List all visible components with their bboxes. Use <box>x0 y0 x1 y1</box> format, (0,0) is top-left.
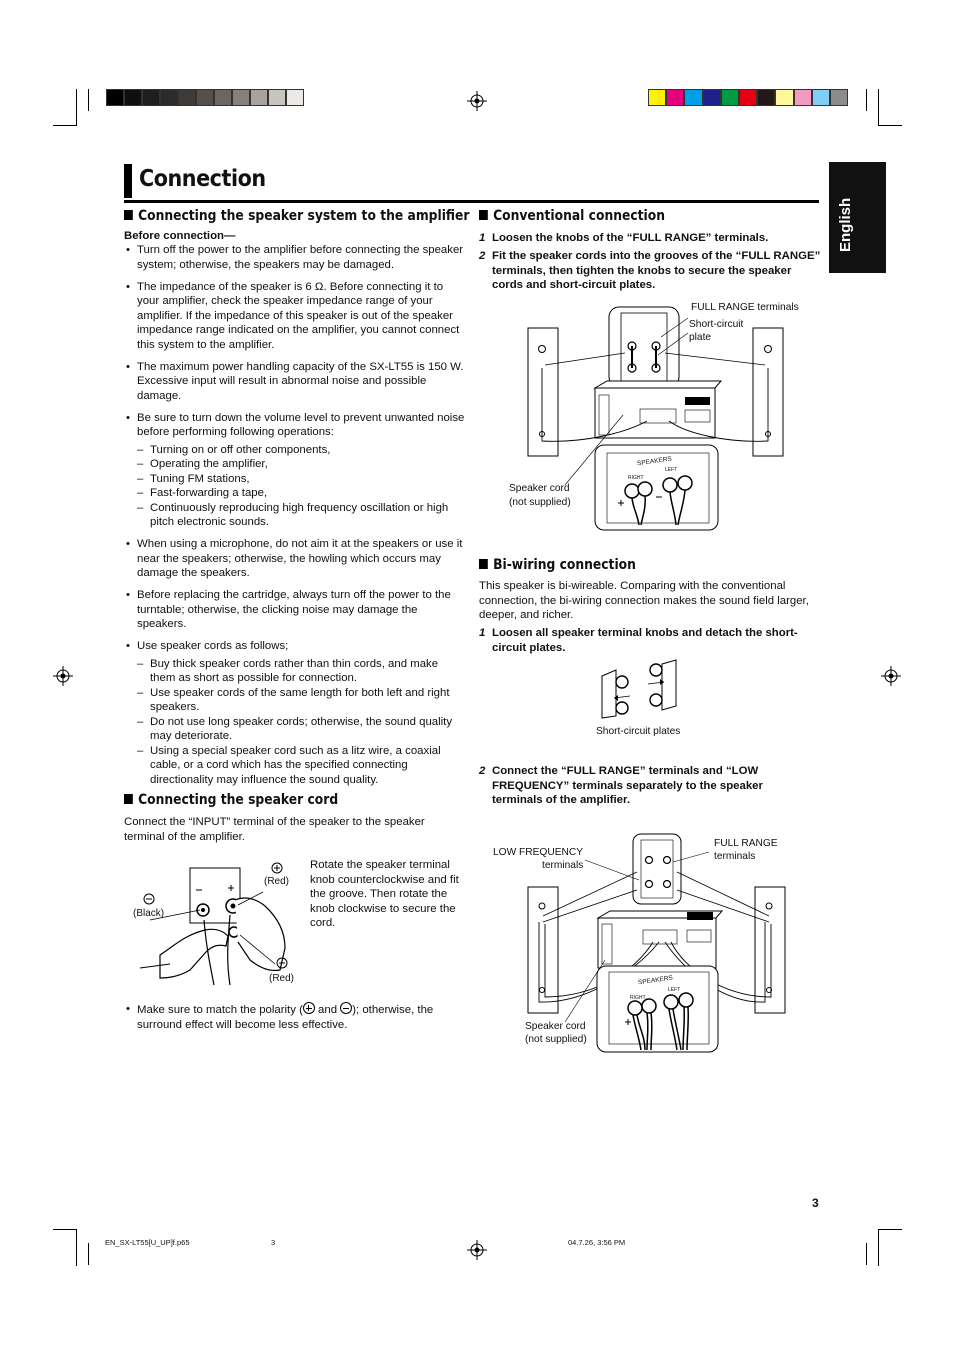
footer-page: 3 <box>271 1238 276 1247</box>
plus-polarity-icon <box>271 862 283 874</box>
calibration-swatch <box>812 89 830 106</box>
speakers-terminal-label: SPEAKERS <box>637 974 674 987</box>
short-circuit-plates-illustration <box>600 658 680 723</box>
list-item: – Do not use long speaker cords; otherwise, the sound quality may deteriorate. <box>137 715 466 744</box>
calibration-swatch <box>178 89 196 106</box>
list-item: • Make sure to match the polarity ( and ); otherwise, the surround effect will become less effective. <box>124 1002 469 1032</box>
list-item: • Be sure to turn down the volume level to prevent unwanted noise before performing following operations: – Turning on or off other components, – Operating the amplifier, – Tuning FM stations, – Fast-forwarding a tape, – Continuously reproducing high frequency oscillation or high pitch electronic sounds. <box>124 411 466 530</box>
calibration-swatch <box>196 89 214 106</box>
precaution-list <box>124 243 466 795</box>
right-terminal-label: RIGHT <box>630 995 646 1001</box>
bi-step-1: 1 Loosen all speaker terminal knobs and detach the short-circuit plates. <box>479 627 798 654</box>
calibration-swatch <box>124 89 142 106</box>
polarity-note <box>124 1002 469 1040</box>
list-item: • When using a microphone, do not aim it at the speakers or use it near the speakers; otherwise, the howling which occurs may damage the speakers. <box>124 537 466 581</box>
calibration-swatch <box>794 89 812 106</box>
list-item: • Use speaker cords as follows; – Buy thick speaker cords rather than thin cords, and make them as short as possible for connection. – Use speaker cords of the same length for both left and right speakers. – Do not use long speaker cords; otherwise, the sound quality may deteriorate. – Using a special speaker cord such as a litz wire, a coaxial cable, or a cord which has the specified connecting directionality may influence the sound quality. <box>124 639 466 787</box>
speaker-cord-label: Speaker cord <box>525 1021 586 1032</box>
low-frequency-label: LOW FREQUENCY <box>493 847 583 858</box>
short-circuit-plates-label: Short-circuit plates <box>596 726 681 737</box>
list-item: – Tuning FM stations, <box>137 472 466 487</box>
calibration-swatch <box>250 89 268 106</box>
page-title: Connection <box>124 164 819 203</box>
registration-target-icon <box>53 666 73 686</box>
calibration-swatch <box>830 89 848 106</box>
heading-biwiring: Bi-wiring connection <box>479 557 636 573</box>
calibration-swatch <box>160 89 178 106</box>
list-item: • The maximum power handling capacity of the SX-LT55 is 150 W. Excessive input will result in abnormal noise and possible damage. <box>124 360 466 404</box>
calibration-swatch <box>721 89 739 106</box>
biwire-intro: This speaker is bi-wireable. Comparing with the conventional connection, the bi-wiring connection makes the sound field larger, deeper, and richer. <box>479 580 809 621</box>
calibration-swatch <box>268 89 286 106</box>
rotate-instruction: Rotate the speaker terminal knob counterclockwise and fit the groove. Then rotate the knob clockwise to secure the cord. <box>310 859 459 929</box>
list-item: • Turn off the power to the amplifier before connecting the speaker system; otherwise, the speakers may be damaged. <box>124 243 466 272</box>
color-calibration-bar <box>648 89 848 106</box>
before-connection-label: Before connection— <box>124 230 236 242</box>
calibration-swatch <box>757 89 775 106</box>
calibration-swatch <box>703 89 721 106</box>
conv-step-1: 1 Loosen the knobs of the “FULL RANGE” terminals. <box>479 232 769 244</box>
list-item: – Using a special speaker cord such as a litz wire, a coaxial cable, or a cord which has the specified connecting directionality may influence the sound quality. <box>137 744 466 788</box>
left-terminal-label: LEFT <box>665 467 678 473</box>
registration-target-icon <box>881 666 901 686</box>
low-frequency-terminals-label: terminals <box>542 860 584 871</box>
list-item: – Turning on or off other components, <box>137 443 466 458</box>
calibration-swatch <box>739 89 757 106</box>
list-item: – Continuously reproducing high frequency oscillation or high pitch electronic sounds. <box>137 501 466 530</box>
right-terminal-label: RIGHT <box>628 475 644 481</box>
registration-target-icon <box>467 91 487 111</box>
calibration-swatch <box>648 89 666 106</box>
heading-amplifier: Connecting the speaker system to the amplifier <box>124 208 469 224</box>
speaker-cord-label: Speaker cord <box>509 483 570 494</box>
minus-polarity-icon <box>340 1002 352 1014</box>
red-label: (Red) <box>269 973 295 984</box>
calibration-swatch <box>286 89 304 106</box>
page-number: 3 <box>812 1196 819 1210</box>
full-range-terminals-label: FULL RANGE terminals <box>691 302 799 313</box>
language-tab: English <box>829 162 886 273</box>
not-supplied-label: (not supplied) <box>509 497 571 508</box>
cord-intro: Connect the “INPUT” terminal of the speaker to the speaker terminal of the amplifier. <box>124 816 425 843</box>
list-item: • Before replacing the cartridge, always turn off the power to the turntable; otherwise, the clicking noise may damage the speakers. <box>124 588 466 632</box>
conv-step-2: 2 Fit the speaker cords into the grooves of the “FULL RANGE” terminals, then tighten the knobs to secure the speaker cords and short-circuit plates. <box>479 250 821 291</box>
black-label: (Black) <box>133 908 165 919</box>
calibration-swatch <box>232 89 250 106</box>
calibration-swatch <box>666 89 684 106</box>
registration-target-icon <box>467 1240 487 1260</box>
minus-polarity-icon <box>143 893 155 905</box>
heading-conventional: Conventional connection <box>479 208 665 224</box>
list-item: – Use speaker cords of the same length for both left and right speakers. <box>137 686 466 715</box>
list-item: – Buy thick speaker cords rather than thin cords, and make them as short as possible for connection. <box>137 657 466 686</box>
calibration-swatch <box>106 89 124 106</box>
footer-file: EN_SX-LT55[U_UP]f.p65 <box>105 1238 190 1247</box>
footer-date: 04.7.26, 3:56 PM <box>568 1238 626 1247</box>
calibration-swatch <box>775 89 793 106</box>
minus-polarity-icon <box>276 957 288 969</box>
calibration-swatch <box>142 89 160 106</box>
calibration-swatch <box>684 89 702 106</box>
gray-calibration-bar <box>106 89 304 106</box>
not-supplied-label: (not supplied) <box>525 1034 587 1045</box>
left-terminal-label: LEFT <box>668 987 681 993</box>
full-range-terminals-label: terminals <box>714 851 756 862</box>
heading-speaker-cord: Connecting the speaker cord <box>124 792 338 808</box>
bi-step-2: 2 Connect the “FULL RANGE” terminals and “LOW FREQUENCY” terminals separately to the speaker terminals of the amplifier. <box>479 765 763 806</box>
red-label: (Red) <box>264 876 290 887</box>
short-circuit-plate-label: Short-circuit plate <box>689 319 744 343</box>
full-range-label: FULL RANGE <box>714 838 778 849</box>
list-item: – Fast-forwarding a tape, <box>137 486 466 501</box>
plus-polarity-icon <box>303 1002 315 1014</box>
calibration-swatch <box>214 89 232 106</box>
speakers-terminal-label: SPEAKERS <box>636 455 673 468</box>
list-item: • The impedance of the speaker is 6 Ω. Before connecting it to your amplifier, check the speaker impedance range of your amplifier. If the impedance of this speaker is out of the speaker impedance range indicated on the amplifier, you cannot connect this system to the amplifier. <box>124 280 466 353</box>
list-item: – Operating the amplifier, <box>137 457 466 472</box>
